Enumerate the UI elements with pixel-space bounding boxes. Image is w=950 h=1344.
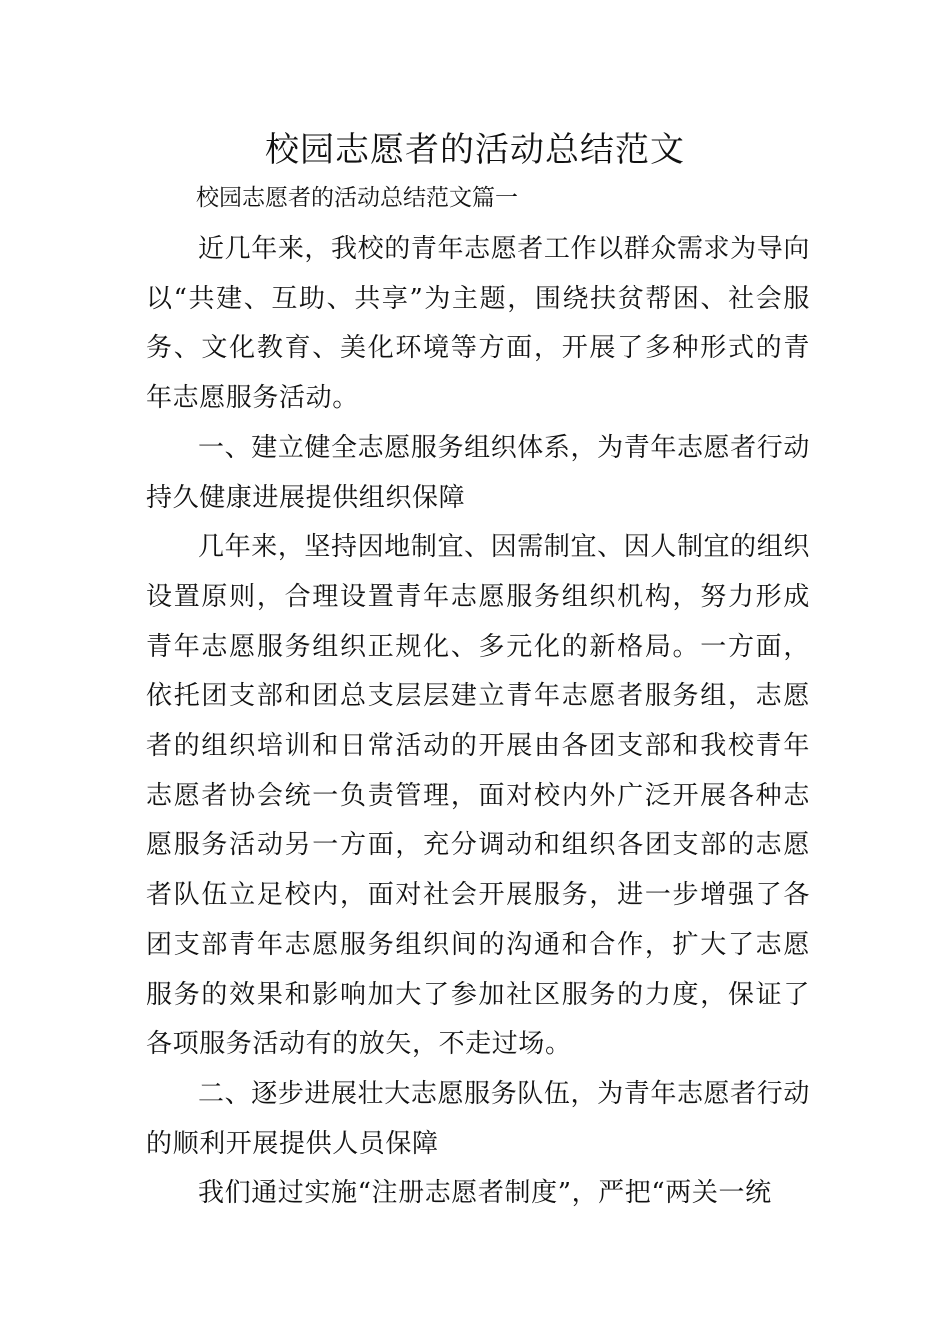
document-body	[146, 225, 810, 1219]
paragraph-organization: 几年来，坚持因地制宜、因需制宜、因人制宜的组织设置原则，合理设置青年志愿服务组织机构，努力形成青年志愿服务组织正规化、多元化的新格局。一方面，依托团支部和团总支层层建立青年志愿者服务组，志愿者的组织培训和日常活动的开展由各团支部和我校青年志愿者协会统一负责管理，面对校内外广泛开展各种志愿服务活动另一方面，充分调动和组织各团支部的志愿者队伍立足校内，面对社会开展服务，进一步增强了各团支部青年志愿服务组织间的沟通和合作，扩大了志愿服务的效果和影响加大了参加社区服务的力度，保证了各项服务活动有的放矢，不走过场。	[146, 532, 810, 1060]
paragraph-registration: 我们通过实施“注册志愿者制度”，严把“两关一统	[198, 1178, 772, 1209]
paragraph-intro: 近几年来，我校的青年志愿者工作以群众需求为导向以“共建、互助、共享”为主题，围绕扶贫帮困、社会服务、文化教育、美化环境等方面，开展了多种形式的青年志愿服务活动。	[146, 234, 810, 414]
paragraph-heading-one: 一、建立健全志愿服务组织体系，为青年志愿者行动持久健康进展提供组织保障	[146, 432, 810, 513]
document-title: 校园志愿者的活动总结范文	[265, 130, 685, 170]
document-subtitle: 校园志愿者的活动总结范文篇一	[196, 185, 518, 211]
paragraph-heading-two: 二、逐步进展壮大志愿服务队伍，为青年志愿者行动的顺利开展提供人员保障	[146, 1078, 810, 1159]
